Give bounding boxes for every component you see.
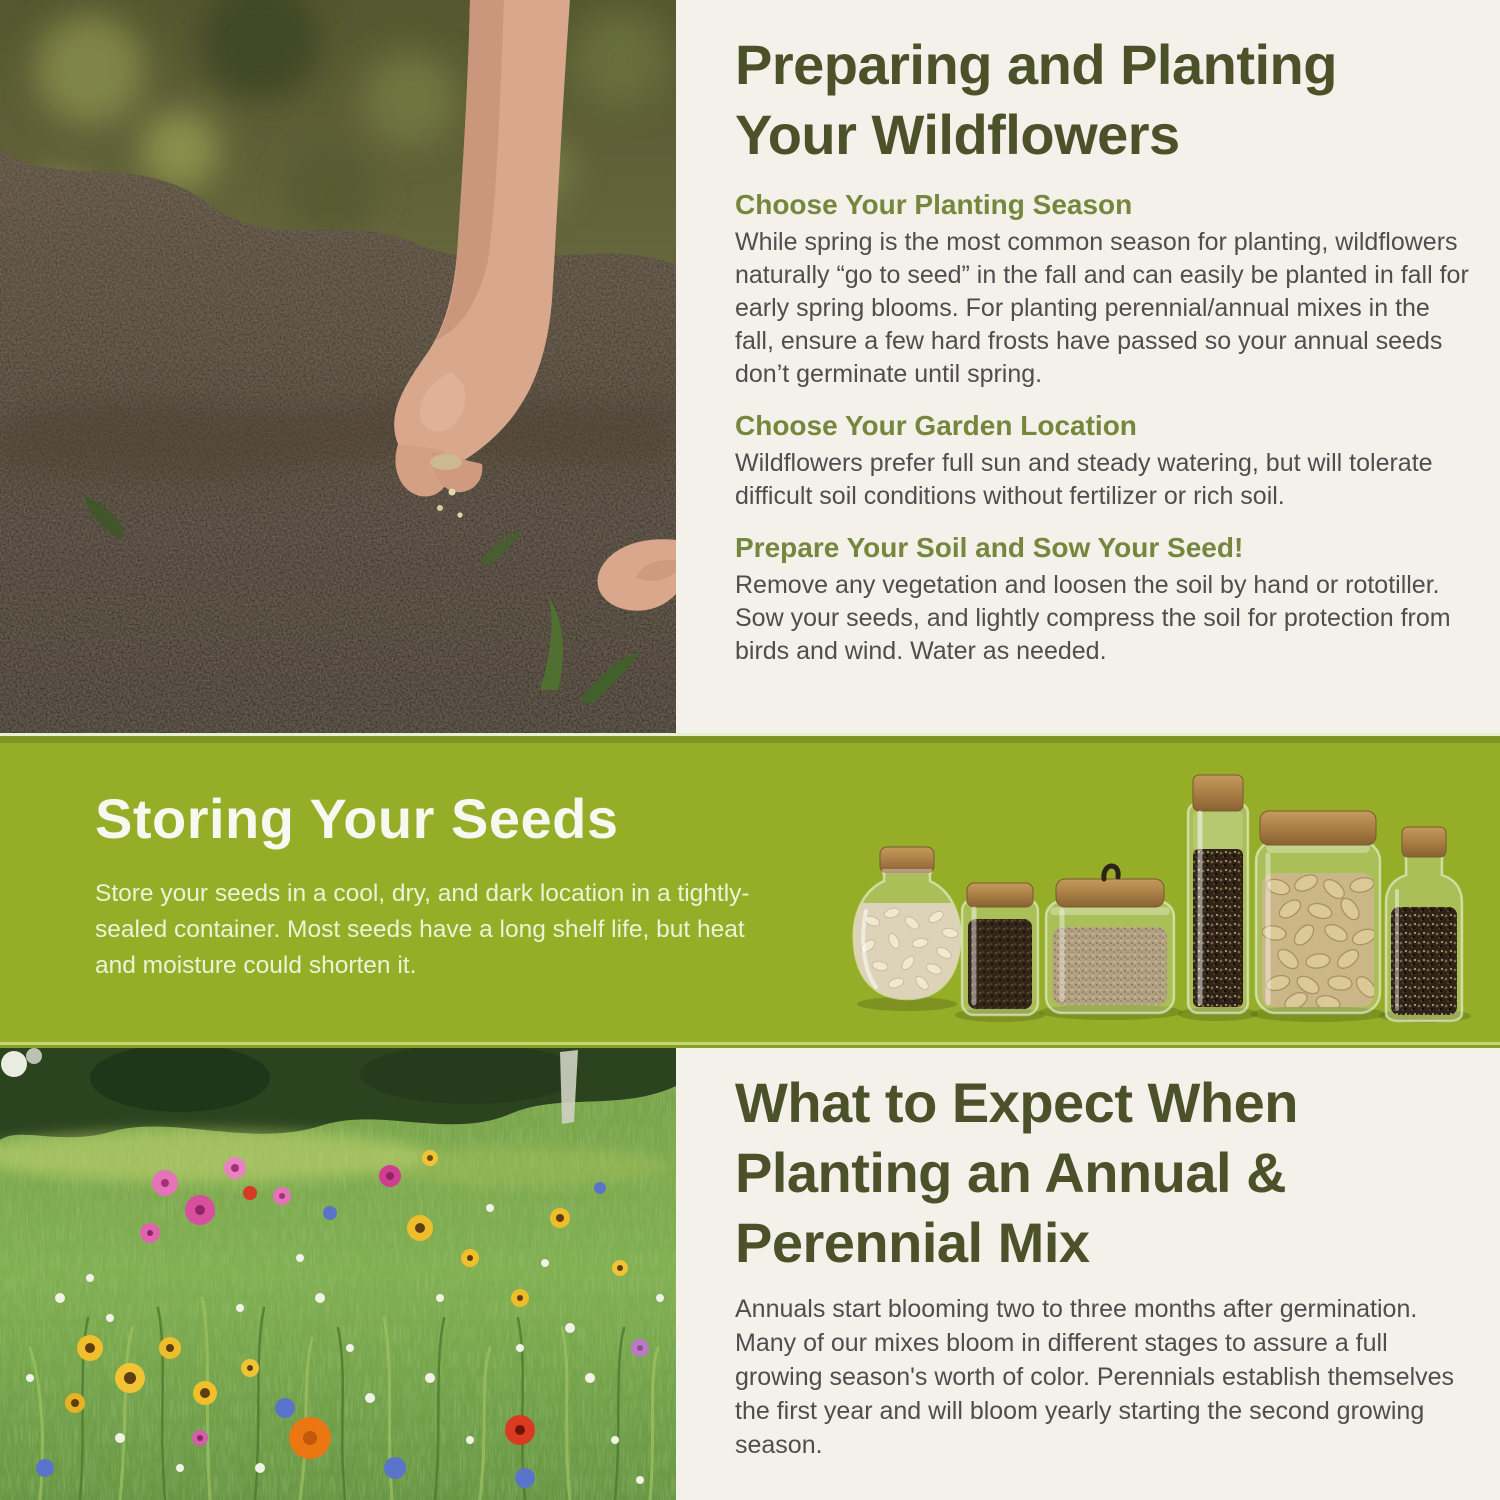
- storing-body: Store your seeds in a cool, dry, and dark location in a tightly-sealed container. Most seeds have a long shelf life, but heat and moisture could shorten it.: [95, 880, 750, 979]
- seed-jars-graphic: [850, 751, 1480, 1031]
- seed-jars-photo: [850, 751, 1480, 1031]
- planting-photo: [0, 0, 676, 733]
- dark-seed-jar-icon: [962, 883, 1038, 1015]
- planting-photo-graphic: [0, 0, 676, 733]
- body-prepare-soil: Remove any vegetation and loosen the soil by hand or rototiller. Sow your seeds, and lightly compress the soil for protection from birds and wind. Water as needed.: [735, 571, 1451, 665]
- expect-title: What to Expect When Planting an Annual & Perennial Mix: [735, 1071, 1298, 1274]
- subheading-planting-season: Choose Your Planting Season: [735, 189, 1133, 220]
- pumpkin-seed-jar-icon: [1256, 811, 1380, 1013]
- orange-poppy: [289, 1417, 331, 1459]
- preparing-section: [676, 0, 1500, 733]
- storing-section: [0, 733, 1500, 1048]
- tall-tube-jar-icon: [1188, 775, 1248, 1013]
- subheading-prepare-soil: Prepare Your Soil and Sow Your Seed!: [735, 532, 1244, 563]
- tan-seed-jar-icon: [1046, 866, 1174, 1013]
- subheading-garden-location: Choose Your Garden Location: [735, 410, 1137, 441]
- body-planting-season: While spring is the most common season for planting, wildflowers naturally “go to seed” in the fall and can easily be planted in fall for early spring blooms. For planting perennial/annual mixes in the fall, ensure a few hard frosts have passed so your annual seeds don’t germinate until spring.: [735, 228, 1469, 388]
- mixed-seed-bottle-icon: [1386, 827, 1462, 1021]
- storing-title: Storing Your Seeds: [95, 787, 619, 850]
- meadow-photo: [0, 1048, 676, 1500]
- meadow-photo-graphic: [0, 1048, 676, 1500]
- preparing-title: Preparing and Planting Your Wildflowers: [735, 33, 1337, 166]
- expect-body: Annuals start blooming two to three months after germination. Many of our mixes bloom in different stages to assure a full growing season's worth of color. Perennials establish themselves the first year and will bloom yearly starting the second growing season.: [735, 1295, 1455, 1459]
- expect-section: [676, 1048, 1500, 1500]
- body-garden-location: Wildflowers prefer full sun and steady watering, but will tolerate difficult soil conditions without fertilizer or rich soil.: [735, 449, 1433, 510]
- sunlit-band-2: [370, 1146, 670, 1186]
- bean-jar-icon: [854, 847, 964, 1003]
- storing-text-block: [95, 788, 785, 984]
